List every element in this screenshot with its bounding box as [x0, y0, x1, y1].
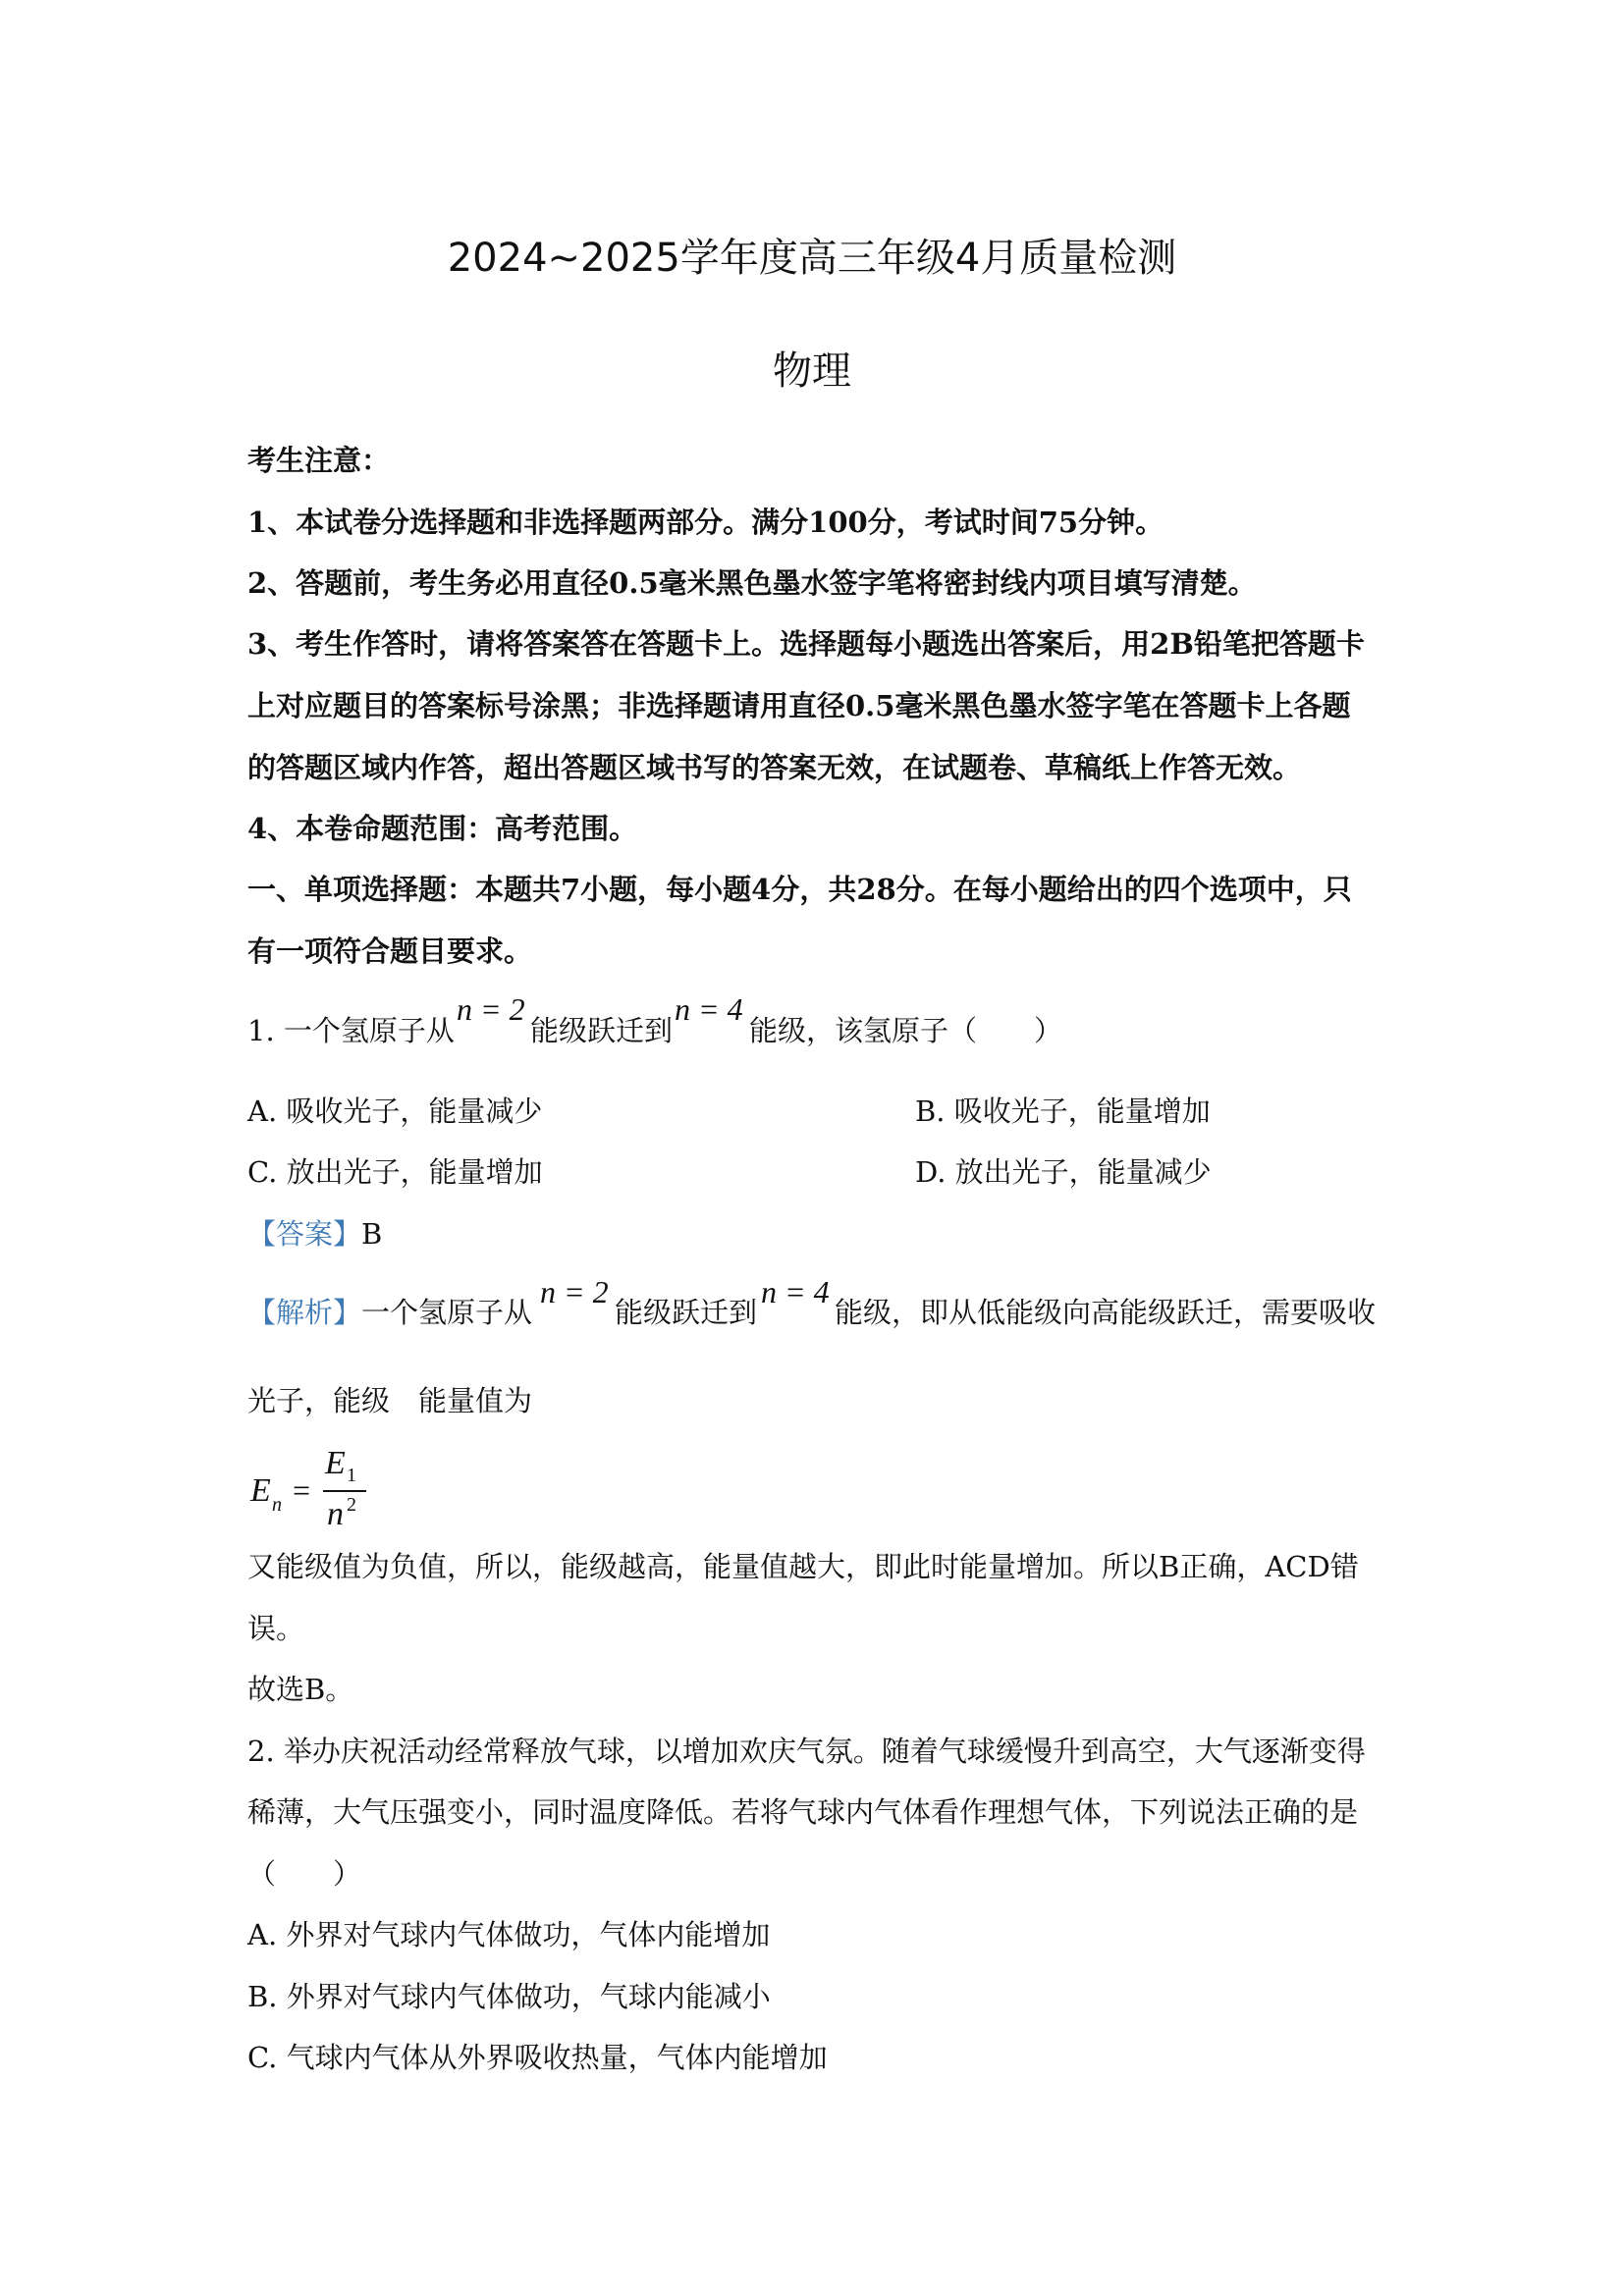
- q1-analysis-line-2: 光子，能级 能量值为: [247, 1384, 533, 1417]
- analysis-text-2: 能级跃迁到: [615, 1296, 758, 1329]
- q1-option-c: C. 放出光子，能量增加: [247, 1155, 543, 1189]
- formula-num-sub: 1: [347, 1465, 356, 1486]
- notice-item-1: 1、本试卷分选择题和非选择题两部分。满分100分，考试时间75分钟。: [247, 506, 1164, 539]
- notice-item-2: 2、答题前，考生务必用直径0.5毫米黑色墨水签字笔将密封线内项目填写清楚。: [247, 566, 1257, 600]
- formula-equals: =: [293, 1472, 311, 1508]
- formula-lhs: E: [250, 1472, 271, 1509]
- q1-analysis-line-3: 又能级值为负值，所以，能级越高，能量值越大，即此时能量增加。所以B正确，ACD错: [247, 1550, 1359, 1583]
- formula-lhs-sub: n: [272, 1494, 282, 1516]
- analysis-tag: 【解析】: [247, 1296, 362, 1329]
- energy-level-formula: [250, 1445, 378, 1533]
- q2-stem-line-1: 2. 举办庆祝活动经常释放气球，以增加欢庆气氛。随着气球缓慢升到高空，大气逐渐变得: [247, 1735, 1366, 1768]
- notice-item-4: 4、本卷命题范围：高考范围。: [247, 812, 638, 845]
- exam-title: 2024~2025学年度高三年级4月质量检测: [447, 236, 1177, 281]
- q1-answer: [247, 1217, 383, 1251]
- q1-option-d: D. 放出光子，能量减少: [915, 1155, 1212, 1189]
- notice-item-3-cont-1: 上对应题目的答案标号涂黑；非选择题请用直径0.5毫米黑色墨水签字笔在答题卡上各题: [247, 689, 1351, 722]
- section-heading: 一、单项选择题：本题共7小题，每小题4分，共28分。在每小题给出的四个选项中，只: [247, 873, 1352, 906]
- notice-item-3: 3、考生作答时，请将答案答在答题卡上。选择题每小题选出答案后，用2B铅笔把答题卡: [247, 627, 1365, 661]
- analysis-n-from: n = 2: [540, 1274, 609, 1309]
- q2-option-c: C. 气球内气体从外界吸收热量，气体内能增加: [247, 2041, 828, 2074]
- answer-value: B: [361, 1217, 383, 1251]
- formula-num: E: [325, 1445, 346, 1481]
- q2-option-b: B. 外界对气球内气体做功，气球内能减小: [247, 1980, 771, 2013]
- q1-stem-part-3: 能级，该氢原子（ ）: [749, 1014, 1063, 1047]
- q1-analysis-line-4: 误。: [247, 1612, 305, 1645]
- analysis-text-3: 能级，即从低能级向高能级跃迁，需要吸收: [835, 1296, 1377, 1329]
- q1-stem-part-1: 1. 一个氢原子从: [247, 1014, 455, 1047]
- q1-n-from: n = 2: [457, 991, 525, 1027]
- analysis-n-to: n = 4: [761, 1274, 830, 1309]
- notice-item-3-cont-2: 的答题区域内作答，超出答题区域书写的答案无效，在试题卷、草稿纸上作答无效。: [247, 751, 1302, 784]
- formula-den: n: [327, 1496, 344, 1532]
- section-heading-cont: 有一项符合题目要求。: [247, 934, 533, 968]
- subject-title: 物理: [773, 348, 851, 394]
- q1-analysis-line-1: [247, 1296, 533, 1329]
- q1-conclusion: 故选B。: [247, 1673, 354, 1706]
- q1-stem-part-2: 能级跃迁到: [530, 1014, 674, 1047]
- q2-stem-line-2: 稀薄，大气压强变小，同时温度降低。若将气球内气体看作理想气体，下列说法正确的是: [247, 1795, 1359, 1829]
- analysis-text-1: 一个氢原子从: [361, 1296, 533, 1329]
- q2-stem-line-3: （ ）: [247, 1857, 362, 1891]
- fraction-bar: [323, 1490, 366, 1492]
- q1-n-to: n = 4: [675, 991, 743, 1027]
- formula-den-sup: 2: [347, 1494, 356, 1516]
- answer-tag: 【答案】: [247, 1217, 362, 1251]
- notice-heading: 考生注意：: [247, 444, 391, 477]
- q2-option-a: A. 外界对气球内气体做功，气体内能增加: [247, 1918, 771, 1951]
- q1-option-a: A. 吸收光子，能量减少: [247, 1095, 543, 1128]
- q1-option-b: B. 吸收光子，能量增加: [915, 1095, 1211, 1128]
